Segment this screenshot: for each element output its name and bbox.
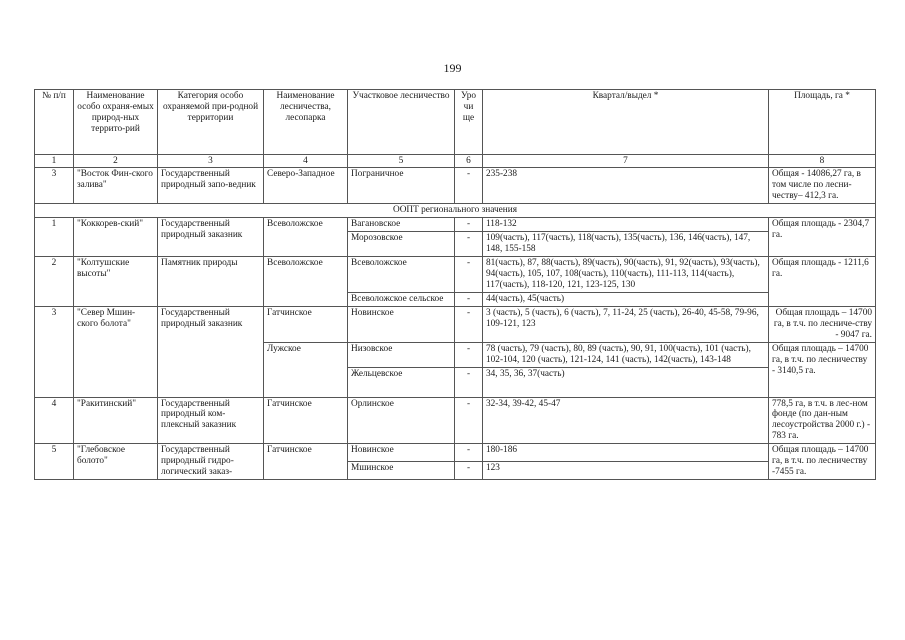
row-district: Новинское — [348, 444, 455, 462]
row-district: Всеволожское сельское — [348, 292, 455, 306]
row-area: Общая площадь – 14700 га, в т.ч. по лесниче-ству - 9047 га. — [769, 306, 876, 342]
row-category: Памятник природы — [158, 256, 264, 306]
row-area: Общая - 14086,27 га, в том числе по лесни-честву– 412,3 га. — [769, 168, 876, 204]
column-number: 5 — [348, 155, 455, 168]
table-row — [35, 256, 876, 292]
row-category: Государственный природный гидро-логический заказ- — [158, 444, 264, 480]
row-tract: - — [455, 231, 483, 256]
row-district: Новинское — [348, 306, 455, 342]
table-row — [35, 306, 876, 342]
row-quarter: 3 (часть), 5 (часть), 6 (часть), 7, 11-24, 25 (часть), 26-40, 45-58, 79-96, 109-121, 123 — [483, 306, 769, 342]
row-forestry: Всеволожское — [264, 217, 348, 256]
column-number: 1 — [35, 155, 74, 168]
row-area: 778,5 га, в т.ч. в лес-ном фонде (по дан-ным лесоустройства 2000 г.) - 783 га. — [769, 397, 876, 444]
column-number: 2 — [74, 155, 158, 168]
row-num: 2 — [35, 256, 74, 306]
header-category: Категория особо охраняемой при-родной территории — [158, 90, 264, 155]
row-quarter: 109(часть), 117(часть), 118(часть), 135(часть), 136, 146(часть), 147, 148, 155-158 — [483, 231, 769, 256]
row-quarter: 118-132 — [483, 217, 769, 231]
row-area: Общая площадь – 14700 га, в т.ч. по лесничеству - 3140,5 га. — [769, 342, 876, 397]
header-name: Наименование особо охраня-емых природ-ных террито-рий — [74, 90, 158, 155]
row-district: Вагановское — [348, 217, 455, 231]
row-name: "Восток Фин-ского залива" — [74, 168, 158, 204]
column-number-row — [35, 155, 876, 168]
protected-areas-table — [34, 89, 876, 480]
column-number: 3 — [158, 155, 264, 168]
row-forestry: Всеволожское — [264, 256, 348, 306]
row-area: Общая площадь - 1211,6 га. — [769, 256, 876, 306]
header-district: Участковое лесничество — [348, 90, 455, 155]
row-tract: - — [455, 444, 483, 462]
column-number: 4 — [264, 155, 348, 168]
row-district: Мшинское — [348, 462, 455, 480]
header-area: Площадь, га * — [769, 90, 876, 155]
row-forestry: Гатчинское — [264, 397, 348, 444]
row-name: "Глебовское болото" — [74, 444, 158, 480]
column-number: 7 — [483, 155, 769, 168]
row-num: 4 — [35, 397, 74, 444]
row-district: Низовское — [348, 342, 455, 367]
row-tract: - — [455, 292, 483, 306]
header-num: № п/п — [35, 90, 74, 155]
row-quarter: 235-238 — [483, 168, 769, 204]
row-district: Всеволожское — [348, 256, 455, 292]
row-category: Государственный природный запо-ведник — [158, 168, 264, 204]
row-forestry: Северо-Западное — [264, 168, 348, 204]
row-district: Жельцевское — [348, 367, 455, 397]
table-row — [35, 444, 876, 462]
column-number: 6 — [455, 155, 483, 168]
table-row — [35, 217, 876, 231]
row-forestry: Лужское — [264, 342, 348, 397]
table-row — [35, 397, 876, 444]
row-tract: - — [455, 168, 483, 204]
column-number: 8 — [769, 155, 876, 168]
section-title: ООПТ регионального значения — [35, 203, 876, 217]
header-row — [35, 90, 876, 155]
row-quarter: 44(часть), 45(часть) — [483, 292, 769, 306]
row-tract: - — [455, 306, 483, 342]
row-quarter: 123 — [483, 462, 769, 480]
row-name: "Колтушские высоты" — [74, 256, 158, 306]
row-tract: - — [455, 256, 483, 292]
row-tract: - — [455, 462, 483, 480]
header-forestry: Наименование лесничества, лесопарка — [264, 90, 348, 155]
row-category: Государственный природный ком-плексный заказник — [158, 397, 264, 444]
row-num: 5 — [35, 444, 74, 480]
row-quarter: 34, 35, 36, 37(часть) — [483, 367, 769, 397]
row-forestry: Гатчинское — [264, 444, 348, 480]
row-area: Общая площадь - 2304,7 га. — [769, 217, 876, 256]
row-quarter: 81(часть), 87, 88(часть), 89(часть), 90(часть), 91, 92(часть), 93(часть), 94(часть), 105, 107, 108(часть), 110(часть), 111-113, 114(часть), 117(часть), 118-120, 121, 123-125, 130 — [483, 256, 769, 292]
row-area: Общая площадь – 14700 га, в т.ч. по лесничеству -7455 га. — [769, 444, 876, 480]
row-tract: - — [455, 217, 483, 231]
row-name: "Коккорев-ский" — [74, 217, 158, 256]
row-quarter: 180-186 — [483, 444, 769, 462]
section-row — [35, 203, 876, 217]
row-num: 3 — [35, 306, 74, 397]
row-tract: - — [455, 397, 483, 444]
row-tract: - — [455, 367, 483, 397]
row-quarter: 32-34, 39-42, 45-47 — [483, 397, 769, 444]
row-district: Пограничное — [348, 168, 455, 204]
row-district: Морозовское — [348, 231, 455, 256]
row-num: 1 — [35, 217, 74, 256]
page-number: 199 — [443, 61, 462, 75]
row-forestry: Гатчинское — [264, 306, 348, 342]
row-name: "Север Мшин-ского болота" — [74, 306, 158, 397]
row-category: Государственный природный заказник — [158, 217, 264, 256]
row-name: "Ракитинский" — [74, 397, 158, 444]
table-row — [35, 168, 876, 204]
row-district: Орлинское — [348, 397, 455, 444]
row-quarter: 78 (часть), 79 (часть), 80, 89 (часть), 90, 91, 100(часть), 101 (часть), 102-104, 120 (часть), 121-124, 141 (часть), 142(часть), 143-148 — [483, 342, 769, 367]
row-category: Государственный природный заказник — [158, 306, 264, 397]
row-num: 3 — [35, 168, 74, 204]
header-tract: Уро чи ще — [455, 90, 483, 155]
header-quarter: Квартал/выдел * — [483, 90, 769, 155]
row-tract: - — [455, 342, 483, 367]
